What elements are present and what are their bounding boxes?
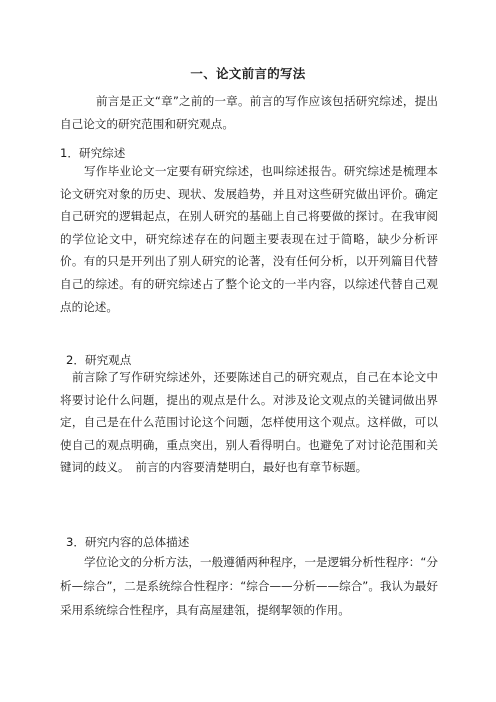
- section-body-viewpoint: 前言除了写作研究综述外，还要陈述自己的研究观点，自己在本论文中将要讨论什么问题，提出的观点是什么。对涉及论文观点的关键词做出界定，自己是在什么范围讨论这个问题，怎样使用这个观点。这样做，可以使自己的观点明确，重点突出，别人看得明白。也避免了对讨论范围和关键词的歧义。 前言的内容要清楚明白，最好也有章节标题。: [60, 370, 438, 475]
- section-body-overview: 学位论文的分析方法，一般遵循两种程序，一是逻辑分析性程序：“分析—综合”，二是系统综合性程序：“综合——分析——综合”。我认为最好采用系统综合性程序，具有高屋建瓴，提纲挈领的作用。: [60, 555, 438, 617]
- section-heading-overview: 3．研究内容的总体描述: [66, 535, 190, 549]
- section-heading-review: 1．研究综述: [60, 146, 126, 160]
- intro-paragraph: 前言是正文“章”之前的一章。前言的写作应该包括研究综述，提出自己论文的研究范围和研究观点。: [60, 94, 438, 131]
- document-title: 一、论文前言的写法: [190, 66, 306, 81]
- section-heading-viewpoint: 2．研究观点: [66, 353, 132, 367]
- section-body-review: 写作毕业论文一定要有研究综述，也叫综述报告。研究综述是梳理本论文研究对象的历史、现状、发展趋势，并且对这些研究做出评价。确定自己研究的逻辑起点，在别人研究的基础上自己将要做的探讨。在我审阅的学位论文中，研究综述存在的问题主要表现在过于简略，缺少分析评价。有的只是开列出了别人研究的论著，没有任何分析，以开列篇目代替自己的综述。有的研究综述占了整个论文的一半内容，以综述代替自己观点的论述。: [60, 164, 438, 314]
